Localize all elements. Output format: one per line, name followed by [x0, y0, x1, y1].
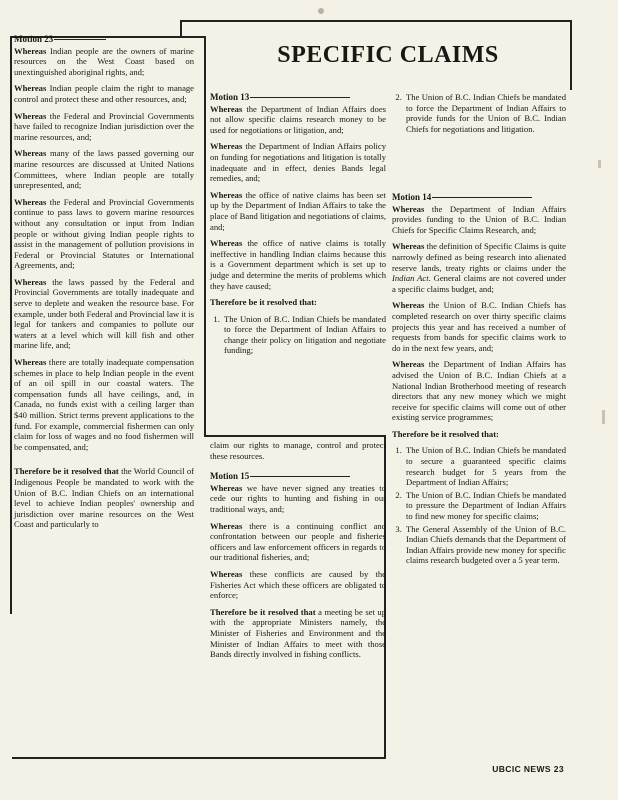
motion-23-paragraph: Whereas Indian people claim the right to manage control and protect these and other resources, and; — [14, 83, 194, 104]
motion-13-heading: Motion 13 — [210, 92, 386, 103]
motion-14-clause: 3. The General Assembly of the Union of B.C. Indian Chiefs demands that the Department of Indian Affairs provide new money for specific claims research budgeted over a 5 year term. — [404, 524, 566, 566]
paper-speck — [602, 410, 605, 424]
box-rule — [570, 20, 572, 90]
motion-15-heading: Motion 15 — [210, 471, 386, 482]
motion-14-clauses — [392, 445, 566, 566]
motion-15-column — [210, 440, 386, 666]
motion-23-paragraph: Whereas the Federal and Provincial Governments have failed to recognize Indian jurisdiction over the marine resources, and; — [14, 110, 194, 142]
motion-23-paragraph: Whereas the Federal and Provincial Governments continue to pass laws to govern marine resources without any consultation or input from Indian people or without giving Indian people rights to assist in the management of pollution provisions in Federal or Provincial Statutes or International Agreements, and; — [14, 196, 194, 271]
motion-13-clause: 1. The Union of B.C. Indian Chiefs be mandated to force the Department of Indian Affairs to change their policy on litigation and negotiate funding; — [222, 314, 386, 356]
motion-13-continuation-column — [392, 92, 566, 136]
box-rule — [10, 36, 12, 614]
motion-23-paragraph: Whereas many of the laws passed governing our marine resources are discussed at United Nations Committees, where Indian people are totally unrepresented, and; — [14, 148, 194, 191]
motion-14-clause: 1. The Union of B.C. Indian Chiefs be mandated to secure a guaranteed specific claims research budget for 5 years from the Department of Indian Affairs; — [404, 445, 566, 487]
punch-hole-mark — [318, 8, 324, 14]
motion-23-paragraph: Whereas the laws passed by the Federal and Provincial Governments are totally inadequate and serve to deplete and weaken the resource base. For example, under both Federal and Provincial law it is legal for tankers and companies to pollute our waters at a level which will kill fish and other marine life, and; — [14, 276, 194, 351]
motion-13-paragraph: Whereas the office of native claims has been set up by the Department of Indian Affairs to take the place of Band litigation and negotiations of claims, and; — [210, 189, 386, 232]
motion-23-heading: Motion 23 — [14, 34, 194, 45]
motion-15-paragraph: Whereas these conflicts are caused by the Fisheries Act which these officers are obligated to enforce; — [210, 568, 386, 601]
motion-13-clause: 2. The Union of B.C. Indian Chiefs be mandated to force the Department of Indian Affairs to provide funds for the Union of B.C. Indian Chiefs for negotiations and litigation. — [404, 92, 566, 134]
motion-15-resolution: Therefore be it resolved that a meeting be set up with the appropriate Ministers namely, the Minister of Fisheries and Environment and the Minister of Indian Affairs to meet with those Bands directly involved in fishing conflicts. — [210, 606, 386, 660]
motion-13-paragraph: Whereas the Department of Indian Affairs policy on funding for negotiations and litigation is totally inadequate and in effect, denies Bands legal remedies, and; — [210, 141, 386, 184]
paper-speck — [598, 160, 601, 168]
motion-23-column — [14, 34, 194, 536]
motion-15-paragraph: Whereas there is a continuing conflict and confrontation between our people and fisheries officers and law enforcement officers in regards to our traditional fisheries, and; — [210, 520, 386, 563]
box-rule — [180, 20, 572, 22]
page-title: SPECIFIC CLAIMS — [277, 42, 499, 68]
motion-14-resolution-heading: Therefore be it resolved that: — [392, 428, 499, 439]
motion-13-paragraph: Whereas the office of native claims is totally ineffective in handling Indian claims because this is a Government department which is set up to judge and determine the merits of problems which they have caused; — [210, 238, 386, 291]
motion-14-heading: Motion 14 — [392, 192, 566, 203]
motion-14-paragraph: Whereas the Department of Indian Affairs provides funding to the Union of B.C. Indian Chiefs for Specific Claims Research, and; — [392, 203, 566, 235]
motion-13-paragraph: Whereas the Department of Indian Affairs does not allow specific claims research money to be used for negotiations or litigation, and; — [210, 103, 386, 135]
page-footer: UBCIC NEWS 23 — [492, 764, 564, 774]
motion-15-paragraph: Whereas we have never signed any treaties to cede our rights to hunting and fishing in our traditional ways, and; — [210, 482, 386, 514]
motion-13-clauses-continued — [392, 92, 566, 134]
motion-14-paragraph: Whereas the Union of B.C. Indian Chiefs has completed research on over thirty specific claims projects this year and has received a number of requests from bands for specific claims work to do in the next few years, and; — [392, 300, 566, 353]
motion-14-paragraph: Whereas the Department of Indian Affairs has advised the Union of B.C. Indian Chiefs at a National Indian Brotherhood meeting of research directors that any new money which we might receive for specific claims will come out of other existing service programmes; — [392, 359, 566, 423]
motion-23-paragraph: Whereas Indian people are the owners of marine resources on the West Coast based on unextinguished aboriginal rights, and; — [14, 45, 194, 77]
box-rule — [204, 36, 206, 436]
motion-13-clauses — [210, 314, 386, 356]
motion-14-clause: 2. The Union of B.C. Indian Chiefs be mandated to pressure the Department of Indian Affairs to find new money for specific claims; — [404, 490, 566, 522]
box-rule — [12, 757, 386, 759]
motion-13-column — [210, 92, 386, 358]
motion-23-paragraph: Whereas there are totally inadequate compensation schemes in place to help Indian people in the event of an oil spill in our coastal waters. The compensation funds all have ceilings, and, in Canada, no funds exist with a ceiling larger than $40 million. Strict terms prevent applications to the fund. For example, commercial fishermen can only claim for loss of wages and no food fishermen will be compensated, and; — [14, 357, 194, 452]
motion-23-resolution: Therefore be it resolved that the World Council of Indigenous People be mandated to work with the Union of B.C. Indian Chiefs on an international level to achieve Indian peoples' ownership and jurisdiction over marine resources on the West Coast and particularly to — [14, 466, 195, 530]
box-rule — [204, 435, 386, 437]
motion-13-resolution-heading: Therefore be it resolved that: — [210, 297, 317, 308]
motion-23-continuation: claim our rights to manage, control and protect these resources. — [210, 440, 386, 461]
motion-14-paragraph: Whereas the definition of Specific Claims is quite narrowly defined as being research into alienated reserve lands, treaty rights or claims under the Indian Act. General claims are not covered under a specific claims budget, and; — [392, 241, 566, 294]
motion-14-column — [392, 192, 566, 568]
